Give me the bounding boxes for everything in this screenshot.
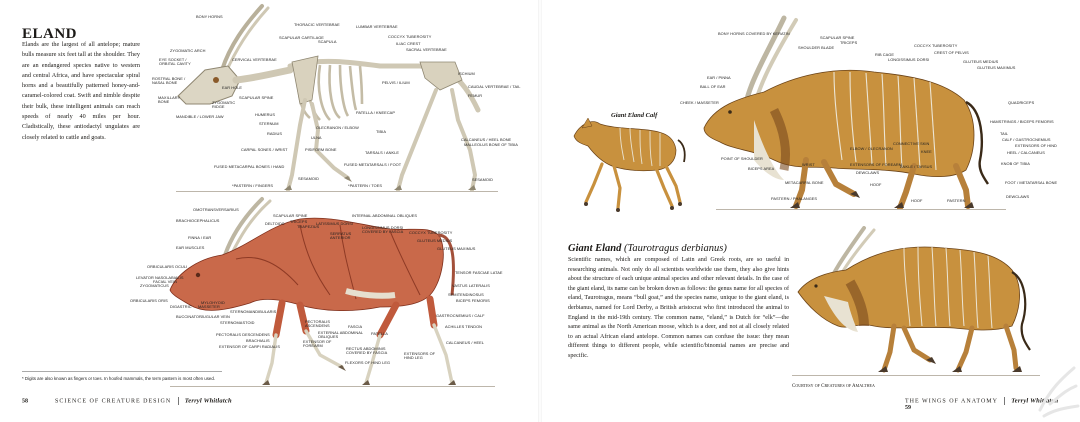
anatomy-label: ZYGOMATIC ARCH bbox=[170, 48, 206, 53]
anatomy-label: CALCANEUS / HEEL BONE bbox=[461, 137, 512, 142]
anatomy-label: BONY HORNS COVERED BY KERATIN bbox=[718, 31, 790, 36]
page-number: 58 bbox=[22, 398, 28, 405]
anatomy-label: LEVATOR NASOLABIALIS bbox=[136, 275, 184, 280]
anatomy-label: PATELLA bbox=[371, 331, 388, 336]
anatomy-label: MYLOHYOID bbox=[201, 300, 225, 305]
heading-common-name: Giant Eland bbox=[568, 243, 622, 254]
anatomy-label: FINNA / EAR bbox=[188, 235, 212, 240]
skeleton-ground-line bbox=[176, 191, 498, 192]
anatomy-label: LONGISSIMUS DORSI bbox=[888, 57, 930, 62]
anatomy-label: KNEE bbox=[921, 149, 932, 154]
anatomy-label: ACHILLES TENDON bbox=[445, 324, 483, 329]
anatomy-label: MAXILLARY bbox=[158, 95, 181, 100]
anatomy-label: EXTERNAL ABDOMINAL bbox=[318, 330, 364, 335]
anatomy-label: PASTERN bbox=[947, 198, 966, 203]
anatomy-label: SESAMOID bbox=[298, 176, 319, 181]
anatomy-label: RECTUS ABDOMINIS bbox=[346, 346, 386, 351]
anatomy-label: ZYGOMATIC bbox=[212, 100, 236, 105]
muscle-ground-line bbox=[170, 386, 495, 387]
anatomy-label: FOOT / METATARSAL BONE bbox=[1005, 180, 1058, 185]
anatomy-label: PELVIS / ILIUM bbox=[382, 80, 410, 85]
anatomy-label: ROSTRAL BONE / bbox=[152, 76, 186, 81]
anatomy-label: SERRATUS bbox=[330, 231, 352, 236]
anatomy-label: ORBITAL CAVITY bbox=[159, 61, 191, 66]
anatomy-label: EAR HOLE bbox=[222, 85, 243, 90]
anatomy-label: CARPAL SONES / WRIST bbox=[241, 147, 288, 152]
anatomy-label: *PASTERN / FINGERS bbox=[232, 183, 274, 188]
anatomy-label: CALCANEUS / HEEL bbox=[446, 340, 484, 345]
anatomy-label: GLUTEUS MEDIUS bbox=[417, 238, 453, 243]
anatomy-label: STERNOMASTOID bbox=[220, 320, 255, 325]
author-name: Terryl Whitlatch bbox=[184, 397, 232, 405]
anatomy-label: MALLEOLUS BONE OF TIBIA bbox=[464, 142, 518, 147]
anatomy-label: TRAPEZIUS bbox=[297, 224, 320, 229]
book-title: SCIENCE OF CREATURE DESIGN bbox=[55, 398, 172, 405]
eland-skeleton-illustration bbox=[0, 0, 540, 200]
scientific-names-paragraph: Scientific names, which are composed of Latin and Greek roots, are so useful in researching animals. Not only do all scientists worldwide use them, they also give hints about the structure of each unique animal species and other relevant details. In the case of the giant eland, its name can be broken down as follows: the genus name for all species of eland, Taurotragus, means “bull goat,” and the species name, unique to the giant eland, is derbianus, named for Lord Derby, a British aristocrat who first introduced the animal to England in the mid-19th century. The common name, “eland,” is Dutch for “elk”—the same animal as the North American moose, which is a deer, and not at all closely related to an actual African eland antelope. Common names can confuse the issue: they mean different things to different people, while scientific/binomial names are precise and specific. bbox=[568, 257, 789, 359]
anatomy-label: FUSED METACARPAL BONES / HAND bbox=[214, 164, 285, 169]
anatomy-label: OLECRANON / ELBOW bbox=[316, 125, 359, 130]
anatomy-label: FOREARM bbox=[303, 343, 323, 348]
calf-caption: Giant Eland Calf bbox=[611, 112, 658, 119]
anatomy-label: FASCIA bbox=[348, 324, 363, 329]
section-heading bbox=[568, 243, 727, 254]
anatomy-label: PATELLA / KNEECAP bbox=[356, 110, 395, 115]
bottom-ground-line bbox=[792, 375, 1040, 376]
folio-separator bbox=[178, 397, 179, 405]
anatomy-label: INTERNAL ABDOMINAL OBLIQUES bbox=[352, 213, 418, 218]
anatomy-label: SHOULDER BLADE bbox=[798, 45, 835, 50]
creature-watermark-icon bbox=[1030, 360, 1080, 420]
anatomy-label: ISCHIUM bbox=[458, 71, 475, 76]
anatomy-label: BICEPS FEMORIS bbox=[456, 298, 490, 303]
anatomy-label: CALF / GASTROCNEMIUS bbox=[1002, 137, 1051, 142]
anatomy-label: ZYGOMATICUS bbox=[140, 283, 169, 288]
heading-latin-name: (Taurotragus derbianus) bbox=[624, 243, 727, 254]
anatomy-label: SACRAL VERTEBRAE bbox=[406, 47, 447, 52]
anatomy-label: EXTENSOR OF CARPI RADIALIS bbox=[219, 344, 280, 349]
anatomy-label: CERVICAL VERTEBRAE bbox=[232, 57, 277, 62]
anatomy-label: EAR MUSCLES bbox=[176, 245, 205, 250]
author-name: Terryl Whitlatch bbox=[1011, 397, 1059, 405]
anatomy-label: LUMBAR VERTEBRAE bbox=[356, 24, 398, 29]
anatomy-label: LONGISSIMUS DORSI bbox=[362, 225, 404, 230]
anatomy-label: DIGASTRIC bbox=[170, 304, 192, 309]
anatomy-label: SCAPULA bbox=[318, 39, 337, 44]
anatomy-label: COVERED BY FASCIA bbox=[362, 229, 404, 234]
anatomy-label: ELBOW / OLECRANON bbox=[850, 146, 893, 151]
folio-separator bbox=[1004, 397, 1005, 405]
anatomy-label: BUCCINATOR bbox=[176, 314, 202, 319]
anatomy-label: QUADRICEPS bbox=[1008, 100, 1035, 105]
anatomy-label: PASTERN / PHALANGES bbox=[771, 196, 818, 201]
anatomy-label: HOOF bbox=[870, 182, 882, 187]
anatomy-label: GLUTEUS MAXIMUS bbox=[977, 65, 1016, 70]
anatomy-label: BRACHIALIS bbox=[246, 338, 270, 343]
anatomy-label: TARSALS / ANKLE bbox=[365, 150, 399, 155]
anatomy-label: THORACIC VERTEBRAE bbox=[294, 22, 340, 27]
anatomy-label: COVERED BY FASCIA bbox=[346, 350, 388, 355]
anatomy-label: FACIAL VEIN bbox=[153, 279, 177, 284]
anatomy-label: HAMSTRINGS / BICEPS FEMORIS bbox=[990, 119, 1054, 124]
anatomy-label: DEWCLAWS bbox=[1006, 194, 1030, 199]
giant-eland-calf-illustration bbox=[568, 106, 698, 216]
anatomy-label: EXTENSORS OF bbox=[404, 351, 436, 356]
anatomy-label: TIBIA bbox=[376, 129, 386, 134]
anatomy-label: SCAPULAR SPINE bbox=[239, 95, 274, 100]
anatomy-label: ORBICULARIS ORIS bbox=[130, 298, 168, 303]
anatomy-label: OMOTRANSVERSARIUS bbox=[193, 207, 239, 212]
anatomy-label: EYE SOCKET / bbox=[159, 57, 187, 62]
anatomy-label: TRICEPS bbox=[840, 40, 858, 45]
anatomy-label: GLUTEUS MAXIMUS bbox=[437, 246, 476, 251]
anatomy-label: ANKLE / TARSUS bbox=[900, 164, 933, 169]
anatomy-label: PECTORALIS DESCENDENS bbox=[216, 332, 270, 337]
anatomy-label: ORBICULARIS OCULI bbox=[147, 264, 188, 269]
anatomy-label: ANTERIOR bbox=[330, 235, 351, 240]
anatomy-label: NASAL BONE bbox=[152, 80, 178, 85]
page-number: 59 bbox=[905, 405, 911, 411]
anatomy-label: VASTUS LATERALIS bbox=[452, 283, 490, 288]
anatomy-label: STERNUM bbox=[259, 121, 279, 126]
anatomy-label: EAR / PINNA bbox=[707, 75, 731, 80]
left-folio bbox=[22, 397, 232, 405]
anatomy-label: EXTENSOR OF bbox=[303, 339, 332, 344]
image-credit: Courtesy of Creatures of Amalthea bbox=[792, 384, 875, 389]
bull-ground-line bbox=[716, 209, 1006, 210]
anatomy-label: RIDGE bbox=[212, 104, 225, 109]
anatomy-label: PISIFORM BONE bbox=[305, 147, 337, 152]
anatomy-label: POINT OF SHOULDER bbox=[721, 156, 763, 161]
anatomy-label: EXTENSORS OF HIND bbox=[1015, 143, 1057, 148]
anatomy-label: GASTROCNEMIUS / CALF bbox=[436, 313, 485, 318]
anatomy-label: WRIST bbox=[802, 162, 815, 167]
anatomy-label: TRICEPS bbox=[290, 219, 308, 224]
anatomy-label: HOOF bbox=[911, 198, 923, 203]
anatomy-label: COCCYX TUBEROSITY bbox=[388, 34, 432, 39]
anatomy-label: JUGULAR VEIN bbox=[201, 314, 230, 319]
anatomy-label: GLUTEUS MEDIUS bbox=[963, 59, 999, 64]
anatomy-label: CAUDAL VERTEBRAE / TAIL bbox=[468, 84, 521, 89]
anatomy-label: RIB CAGE bbox=[875, 52, 894, 57]
anatomy-label: LATISSIMUS DORSI bbox=[316, 221, 354, 226]
anatomy-label: EXTENSORS OF FOREARM bbox=[850, 162, 903, 167]
anatomy-label: ULNA bbox=[311, 135, 322, 140]
anatomy-label: COCCYX TUBEROSITY bbox=[409, 230, 453, 235]
page-title: ELAND bbox=[22, 26, 78, 42]
footnote-divider bbox=[22, 371, 222, 372]
anatomy-label: CHEEK / MASSETER bbox=[680, 100, 719, 105]
anatomy-label: FUSED METATARSALS / FOOT bbox=[344, 162, 402, 167]
anatomy-label: BICEPS AREA bbox=[748, 166, 775, 171]
giant-eland-bull-illustration bbox=[794, 226, 1034, 376]
anatomy-label: COCCYX TUBEROSITY bbox=[914, 43, 958, 48]
anatomy-label: FLEXORS OF HIND LEG bbox=[345, 360, 391, 365]
anatomy-label: RADIUS bbox=[267, 131, 282, 136]
anatomy-label: OBLIQUES bbox=[318, 334, 339, 339]
anatomy-label: TENSOR FASCIAE LATAE bbox=[455, 270, 503, 275]
anatomy-label: SESAMOID bbox=[472, 177, 493, 182]
anatomy-label: PECTORALIS bbox=[305, 319, 331, 324]
anatomy-label: BALL OF EAR bbox=[700, 84, 726, 89]
anatomy-label: BONE bbox=[158, 99, 170, 104]
anatomy-label: TAIL bbox=[1000, 131, 1009, 136]
intro-paragraph: Elands are the largest of all antelope; mature bulls measure six feet tall at the shoulder. They are an endangered species native to western and central Africa, and have spectacular spiral horns and a beautifully patterned honey-and-caramel-colored coat. Swift and nimble despite their bulk, these intelligent animals can reach speeds of nearly 40 miles per hour. Cladistically, these antiodactyl ungulates are closely related to cattle and goats. bbox=[22, 41, 140, 141]
book-title: THE WINGS OF ANATOMY bbox=[905, 398, 998, 405]
anatomy-label: HEEL / CALCANEUS bbox=[1007, 150, 1045, 155]
anatomy-label: FEMUR bbox=[468, 93, 483, 98]
anatomy-label: SEMITENDINOSUS bbox=[448, 292, 484, 297]
anatomy-label: SCAPULAR SPINE bbox=[273, 213, 308, 218]
anatomy-label: BONY HORNS bbox=[196, 14, 223, 19]
anatomy-label: *PASTERN / TOES bbox=[348, 183, 383, 188]
anatomy-label: HIND LEG bbox=[404, 355, 423, 360]
anatomy-label: CONNECTIVE SKIN bbox=[893, 141, 930, 146]
anatomy-label: ILIAC CREST bbox=[396, 41, 421, 46]
footnote: * Digits are also known as fingers or toes. In hoofed mammals, the term pastern is most often used. bbox=[22, 376, 216, 381]
anatomy-label: METACARPAL BONE bbox=[785, 180, 824, 185]
anatomy-label: STERNOMANDIBULARIS bbox=[230, 309, 277, 314]
anatomy-label: DEWCLAWS bbox=[856, 170, 880, 175]
anatomy-label: SCAPULAR SPINE bbox=[820, 35, 855, 40]
anatomy-label: MANDIBLE / LOWER JAW bbox=[176, 114, 224, 119]
anatomy-label: KNOB OF TIBIA bbox=[1001, 161, 1030, 166]
anatomy-label: ASCENDENS bbox=[305, 323, 330, 328]
anatomy-label: DELTOIDS bbox=[265, 221, 285, 226]
anatomy-label: HUMERUS bbox=[255, 112, 276, 117]
anatomy-label: CREST OF PELVIS bbox=[934, 50, 969, 55]
anatomy-label: SCAPULAR CARTILAGE bbox=[279, 35, 324, 40]
anatomy-label: MASSETER bbox=[198, 304, 220, 309]
anatomy-label: BRACHIOCEPHALICUS bbox=[176, 218, 220, 223]
